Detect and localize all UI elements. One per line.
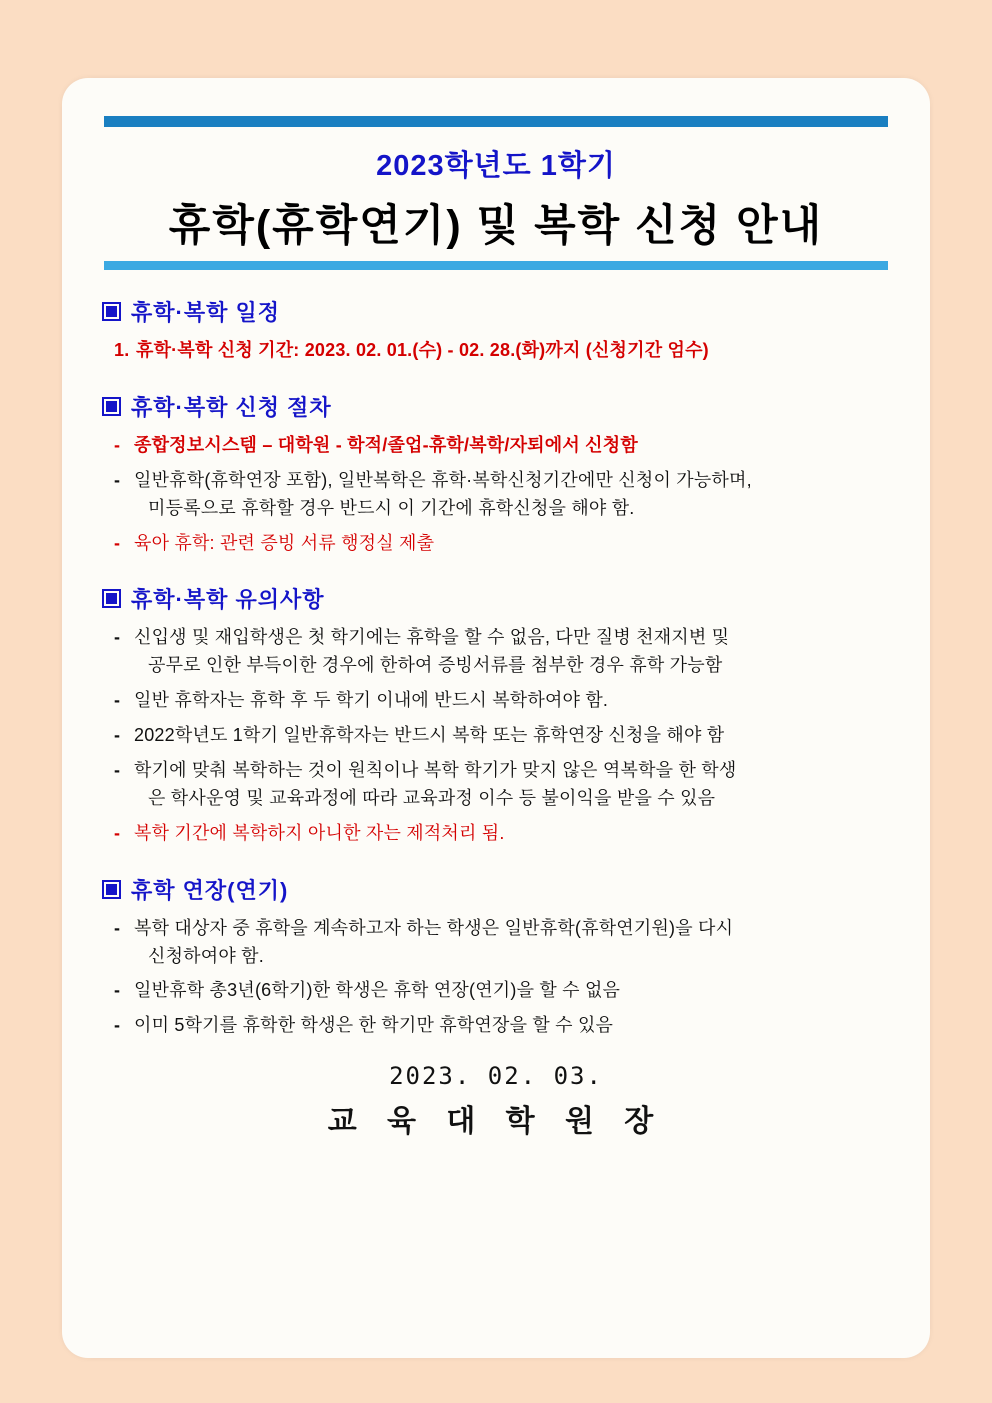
- item-text-wrap: [134, 757, 896, 813]
- section-items: [114, 337, 896, 365]
- item-text-wrap: [134, 977, 896, 1005]
- notice-footer: [96, 1062, 896, 1140]
- notice-item: [114, 915, 896, 971]
- item-text: 일반 휴학자는 휴학 후 두 학기 이내에 반드시 복학하여야 함.: [134, 690, 609, 711]
- item-marker: 1.: [114, 340, 130, 360]
- item-marker: -: [114, 725, 121, 746]
- item-text-wrap: [134, 624, 896, 680]
- bullet-square-icon: [102, 302, 121, 321]
- notice-item: [114, 1012, 896, 1040]
- section-heading: [102, 391, 896, 422]
- item-text-continuation: 공무로 인한 부득이한 경우에 한하여 증빙서류를 첨부한 경우 휴학 가능함: [148, 655, 723, 676]
- item-marker: -: [114, 980, 121, 1001]
- notice-signature: 교 육 대 학 원 장: [327, 1105, 665, 1139]
- item-text-continuation: 미등록으로 휴학할 경우 반드시 이 기간에 휴학신청을 해야 함.: [148, 497, 635, 518]
- header-rule-top: [104, 116, 888, 127]
- notice-section: [96, 874, 896, 1041]
- notice-section: [96, 296, 896, 365]
- bullet-square-icon: [102, 589, 121, 608]
- item-marker: -: [114, 532, 121, 553]
- item-marker: -: [114, 822, 121, 843]
- section-heading: [102, 583, 896, 614]
- item-text: 학기에 맞춰 복학하는 것이 원칙이나 복학 학기가 맞지 않은 역복학을 한 학생: [134, 760, 737, 781]
- notice-item: [114, 757, 896, 813]
- notice-item: [114, 722, 896, 750]
- notice-main-title: 휴학(휴학연기) 및 복학 신청 안내: [168, 202, 824, 250]
- item-text: 신입생 및 재입학생은 첫 학기에는 휴학을 할 수 없음, 다만 질병 천재지변 및: [134, 627, 730, 648]
- notice-section: [96, 583, 896, 847]
- notice-item: [114, 820, 896, 848]
- item-text: 일반휴학 총3년(6학기)한 학생은 휴학 연장(연기)을 할 수 없음: [134, 980, 621, 1001]
- item-text-wrap: [134, 1012, 896, 1040]
- item-text-wrap: [134, 915, 896, 971]
- section-heading: [102, 874, 896, 905]
- notice-item: [114, 977, 896, 1005]
- item-text-continuation: 은 학사운영 및 교육과정에 따라 교육과정 이수 등 불이익을 받을 수 있음: [148, 787, 716, 808]
- item-text-continuation: 신청하여야 함.: [148, 945, 264, 966]
- section-items: [114, 624, 896, 847]
- section-heading-label: 휴학 연장(연기): [131, 877, 289, 903]
- item-text: 육아 휴학: 관련 증빙 서류 행정실 제출: [134, 532, 435, 553]
- item-marker: -: [114, 469, 121, 490]
- item-text: 복학 대상자 중 휴학을 계속하고자 하는 학생은 일반휴학(휴학연기원)을 다시: [134, 917, 734, 938]
- item-text-wrap: [134, 530, 896, 558]
- section-items: [114, 915, 896, 1041]
- notice-item: [114, 687, 896, 715]
- notice-item: [114, 624, 896, 680]
- notice-sheet: [62, 78, 930, 1358]
- item-text: 휴학·복학 신청 기간: 2023. 02. 01.(수) - 02. 28.(화)까지 (신청기간 엄수): [136, 340, 709, 360]
- bullet-square-icon: [102, 397, 121, 416]
- notice-date: 2023. 02. 03.: [389, 1062, 603, 1091]
- notice-sections: [96, 296, 896, 1040]
- notice-item: [114, 530, 896, 558]
- notice-section: [96, 391, 896, 558]
- item-marker: -: [114, 1015, 121, 1036]
- notice-item: [114, 337, 896, 365]
- section-items: [114, 432, 896, 558]
- item-text-wrap: [134, 820, 896, 848]
- item-text: 일반휴학(휴학연장 포함), 일반복학은 휴학·복학신청기간에만 신청이 가능하며,: [134, 469, 752, 490]
- header-rule-bottom: [104, 261, 888, 270]
- item-text-wrap: [134, 722, 896, 750]
- section-heading-label: 휴학·복학 신청 절차: [131, 394, 332, 420]
- section-heading-label: 휴학·복학 유의사항: [131, 587, 325, 613]
- section-heading: [102, 296, 896, 327]
- item-text-wrap: [134, 432, 896, 460]
- item-marker: -: [114, 917, 121, 938]
- item-text: 이미 5학기를 휴학한 학생은 한 학기만 휴학연장을 할 수 있음: [134, 1015, 614, 1036]
- section-heading-label: 휴학·복학 일정: [131, 300, 280, 325]
- item-marker: -: [114, 627, 121, 648]
- item-marker: -: [114, 434, 121, 455]
- item-text-wrap: [134, 467, 896, 523]
- notice-year-title: 2023학년도 1학기: [376, 150, 616, 182]
- item-text-wrap: [136, 337, 896, 365]
- notice-item: [114, 467, 896, 523]
- item-text: 종합정보시스템 – 대학원 - 학적/졸업-휴학/복학/자퇴에서 신청함: [134, 434, 638, 455]
- item-marker: -: [114, 690, 121, 711]
- item-text: 복학 기간에 복학하지 아니한 자는 제적처리 됨.: [134, 822, 505, 843]
- item-text: 2022학년도 1학기 일반휴학자는 반드시 복학 또는 휴학연장 신청을 해야 함: [134, 725, 725, 746]
- item-text-wrap: [134, 687, 896, 715]
- item-marker: -: [114, 760, 121, 781]
- bullet-square-icon: [102, 880, 121, 899]
- notice-item: [114, 432, 896, 460]
- notice-content: [96, 116, 896, 1338]
